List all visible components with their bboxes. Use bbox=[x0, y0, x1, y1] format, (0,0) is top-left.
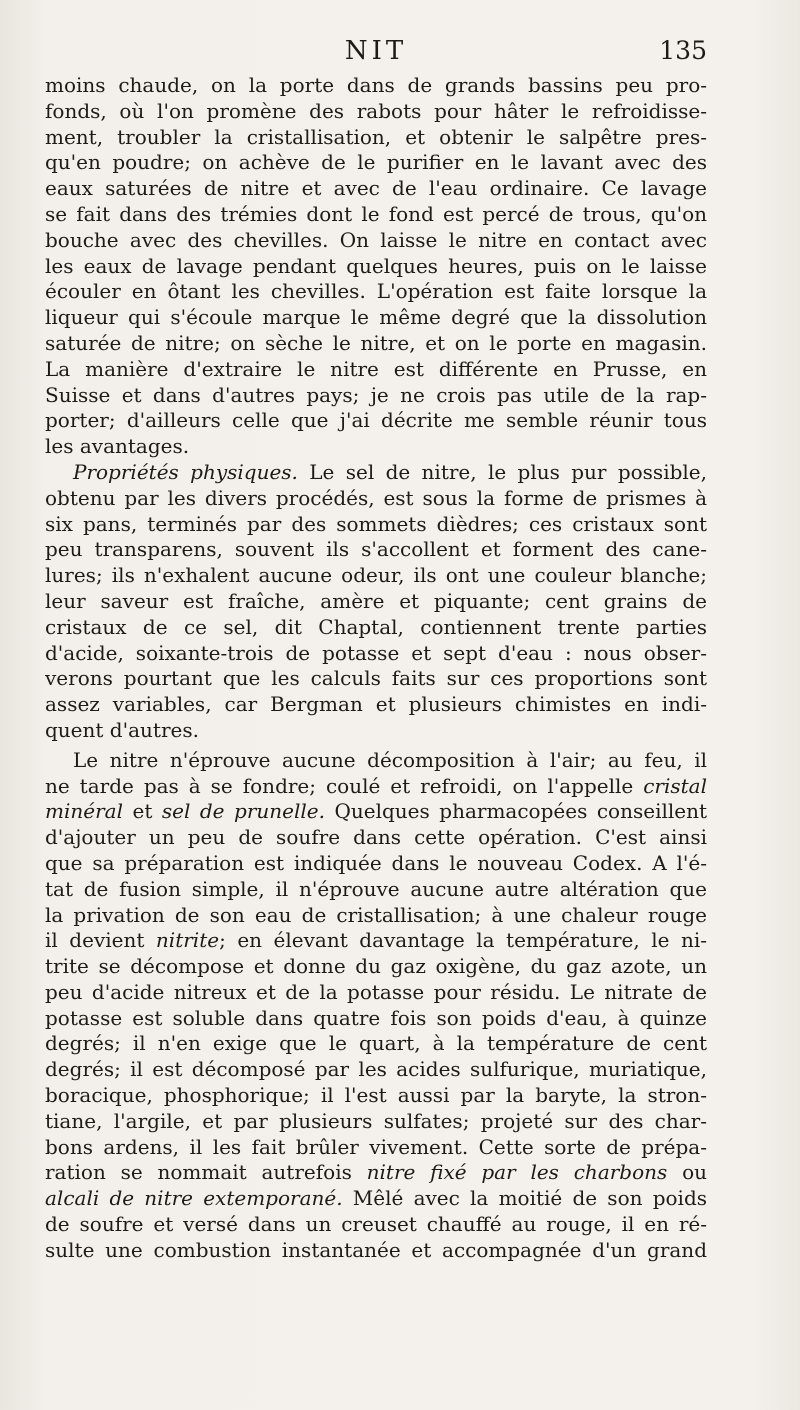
text-line: qu'en poudre; on achève de le purifier en le lavant avec des bbox=[45, 150, 707, 175]
text-line bbox=[45, 1186, 707, 1212]
text-line: La manière d'extraire le nitre est différente en Prusse, en bbox=[45, 356, 707, 381]
text-line: les avantages. bbox=[45, 434, 190, 459]
text-line bbox=[45, 774, 707, 800]
text-line: tiane, l'argile, et par plusieurs sulfates; projeté sur des char- bbox=[45, 1108, 707, 1133]
text-run: Quelques pharmacopées conseillent bbox=[324, 799, 707, 824]
text-run: et bbox=[122, 799, 162, 824]
text-line bbox=[45, 1160, 707, 1186]
text-line: fonds, où l'on promène des rabots pour hâter le refroidisse- bbox=[45, 98, 707, 123]
page-header bbox=[45, 36, 707, 70]
text-line: de soufre et versé dans un creuset chauffé au rouge, il en ré- bbox=[45, 1212, 707, 1237]
text-line: potasse est soluble dans quatre fois son poids d'eau, à quinze bbox=[45, 1005, 707, 1030]
italic-term: nitrite bbox=[155, 928, 220, 953]
text-line: bouche avec des chevilles. On laisse le nitre en contact avec bbox=[45, 227, 707, 252]
text-line: cristaux de ce sel, dit Chaptal, contiennent trente parties bbox=[45, 614, 707, 639]
text-line: degrés; il n'en exige que le quart, à la température de cent bbox=[45, 1031, 707, 1056]
text-line: boracique, phosphorique; il l'est aussi par la baryte, la stron- bbox=[45, 1083, 707, 1108]
text-line: Suisse et dans d'autres pays; je ne crois pas utile de la rap- bbox=[45, 382, 707, 407]
running-head: NIT bbox=[344, 36, 408, 66]
text-run: Le sel de nitre, le plus pur possible, bbox=[297, 459, 707, 484]
text-line: trite se décompose et donne du gaz oxigène, du gaz azote, un bbox=[45, 954, 707, 979]
text-line bbox=[45, 460, 707, 486]
text-line: tat de fusion simple, il n'éprouve aucune autre altération que bbox=[45, 876, 707, 901]
text-line: la privation de son eau de cristallisation; à une chaleur rouge bbox=[45, 902, 707, 927]
text-run: ne tarde pas à se fondre; coulé et refroidi, on l'appelle bbox=[45, 773, 644, 798]
text-run: ou bbox=[667, 1160, 707, 1185]
paragraph-3 bbox=[45, 748, 707, 1264]
text-line: leur saveur est fraîche, amère et piquante; cent grains de bbox=[45, 588, 707, 613]
italic-term: alcali de nitre extemporané. bbox=[45, 1186, 343, 1211]
text-line: obtenu par les divers procédés, est sous la forme de prismes à bbox=[45, 485, 707, 510]
text-line: quent d'autres. bbox=[45, 717, 199, 742]
text-line: que sa préparation est indiquée dans le nouveau Codex. A l'é- bbox=[45, 850, 707, 875]
text-line: assez variables, car Bergman et plusieurs chimistes en indi- bbox=[45, 692, 707, 717]
text-line: d'ajouter un peu de soufre dans cette opération. C'est ainsi bbox=[45, 825, 707, 850]
text-line: ment, troubler la cristallisation, et obtenir le salpêtre pres- bbox=[45, 124, 707, 149]
text-line: degrés; il est décomposé par les acides sulfurique, muriatique, bbox=[45, 1057, 707, 1082]
text-run: il devient bbox=[45, 928, 156, 953]
text-line: liqueur qui s'écoule marque le même degré que la dissolution bbox=[45, 305, 707, 330]
paragraph-1 bbox=[45, 73, 707, 460]
text-run: ; en élevant davantage la température, le ni- bbox=[219, 928, 707, 953]
text-line: eaux saturées de nitre et avec de l'eau ordinaire. Ce lavage bbox=[45, 176, 707, 201]
text-line bbox=[45, 799, 707, 825]
text-line: porter; d'ailleurs celle que j'ai décrite me semble réunir tous bbox=[45, 408, 707, 433]
text-line: Le nitre n'éprouve aucune décomposition à l'air; au feu, il bbox=[73, 747, 707, 772]
paragraph-2 bbox=[45, 460, 707, 744]
text-line: se fait dans des trémies dont le fond est percé de trous, qu'on bbox=[45, 201, 707, 226]
body-text bbox=[45, 73, 707, 1264]
text-line: peu d'acide nitreux et de la potasse pour résidu. Le nitrate de bbox=[45, 979, 707, 1004]
text-run: Mêlé avec la moitié de son poids bbox=[342, 1186, 707, 1211]
text-line: les eaux de lavage pendant quelques heures, puis on le laisse bbox=[45, 253, 707, 278]
italic-term: cristal bbox=[643, 773, 707, 798]
page-number: 135 bbox=[659, 36, 707, 65]
text-line: verons pourtant que les calculs faits sur ces proportions sont bbox=[45, 666, 707, 691]
text-line: d'acide, soixante-trois de potasse et sept d'eau : nous obser- bbox=[45, 640, 707, 665]
text-line: moins chaude, on la porte dans de grands bassins peu pro- bbox=[45, 73, 707, 97]
text-line: bons ardens, il les fait brûler vivement. Cette sorte de prépa- bbox=[45, 1134, 707, 1159]
text-line: saturée de nitre; on sèche le nitre, et on le porte en magasin. bbox=[45, 330, 707, 355]
text-line: six pans, terminés par des sommets dièdres; ces cristaux sont bbox=[45, 511, 707, 536]
text-line bbox=[45, 928, 707, 954]
text-line: lures; ils n'exhalent aucune odeur, ils ont une couleur blanche; bbox=[45, 563, 707, 588]
text-run: ration se nommait autrefois bbox=[45, 1160, 367, 1185]
italic-term: sel de prunelle. bbox=[161, 799, 325, 824]
italic-term: minéral bbox=[45, 799, 123, 824]
section-heading-italic: Propriétés physiques. bbox=[73, 459, 298, 484]
text-line: peu transparens, souvent ils s'accollent et forment des cane- bbox=[45, 537, 707, 562]
text-line: écouler en ôtant les chevilles. L'opération est faite lorsque la bbox=[45, 279, 707, 304]
text-line: sulte une combustion instantanée et accompagnée d'un grand bbox=[45, 1237, 707, 1262]
italic-term: nitre fixé par les charbons bbox=[366, 1160, 668, 1185]
